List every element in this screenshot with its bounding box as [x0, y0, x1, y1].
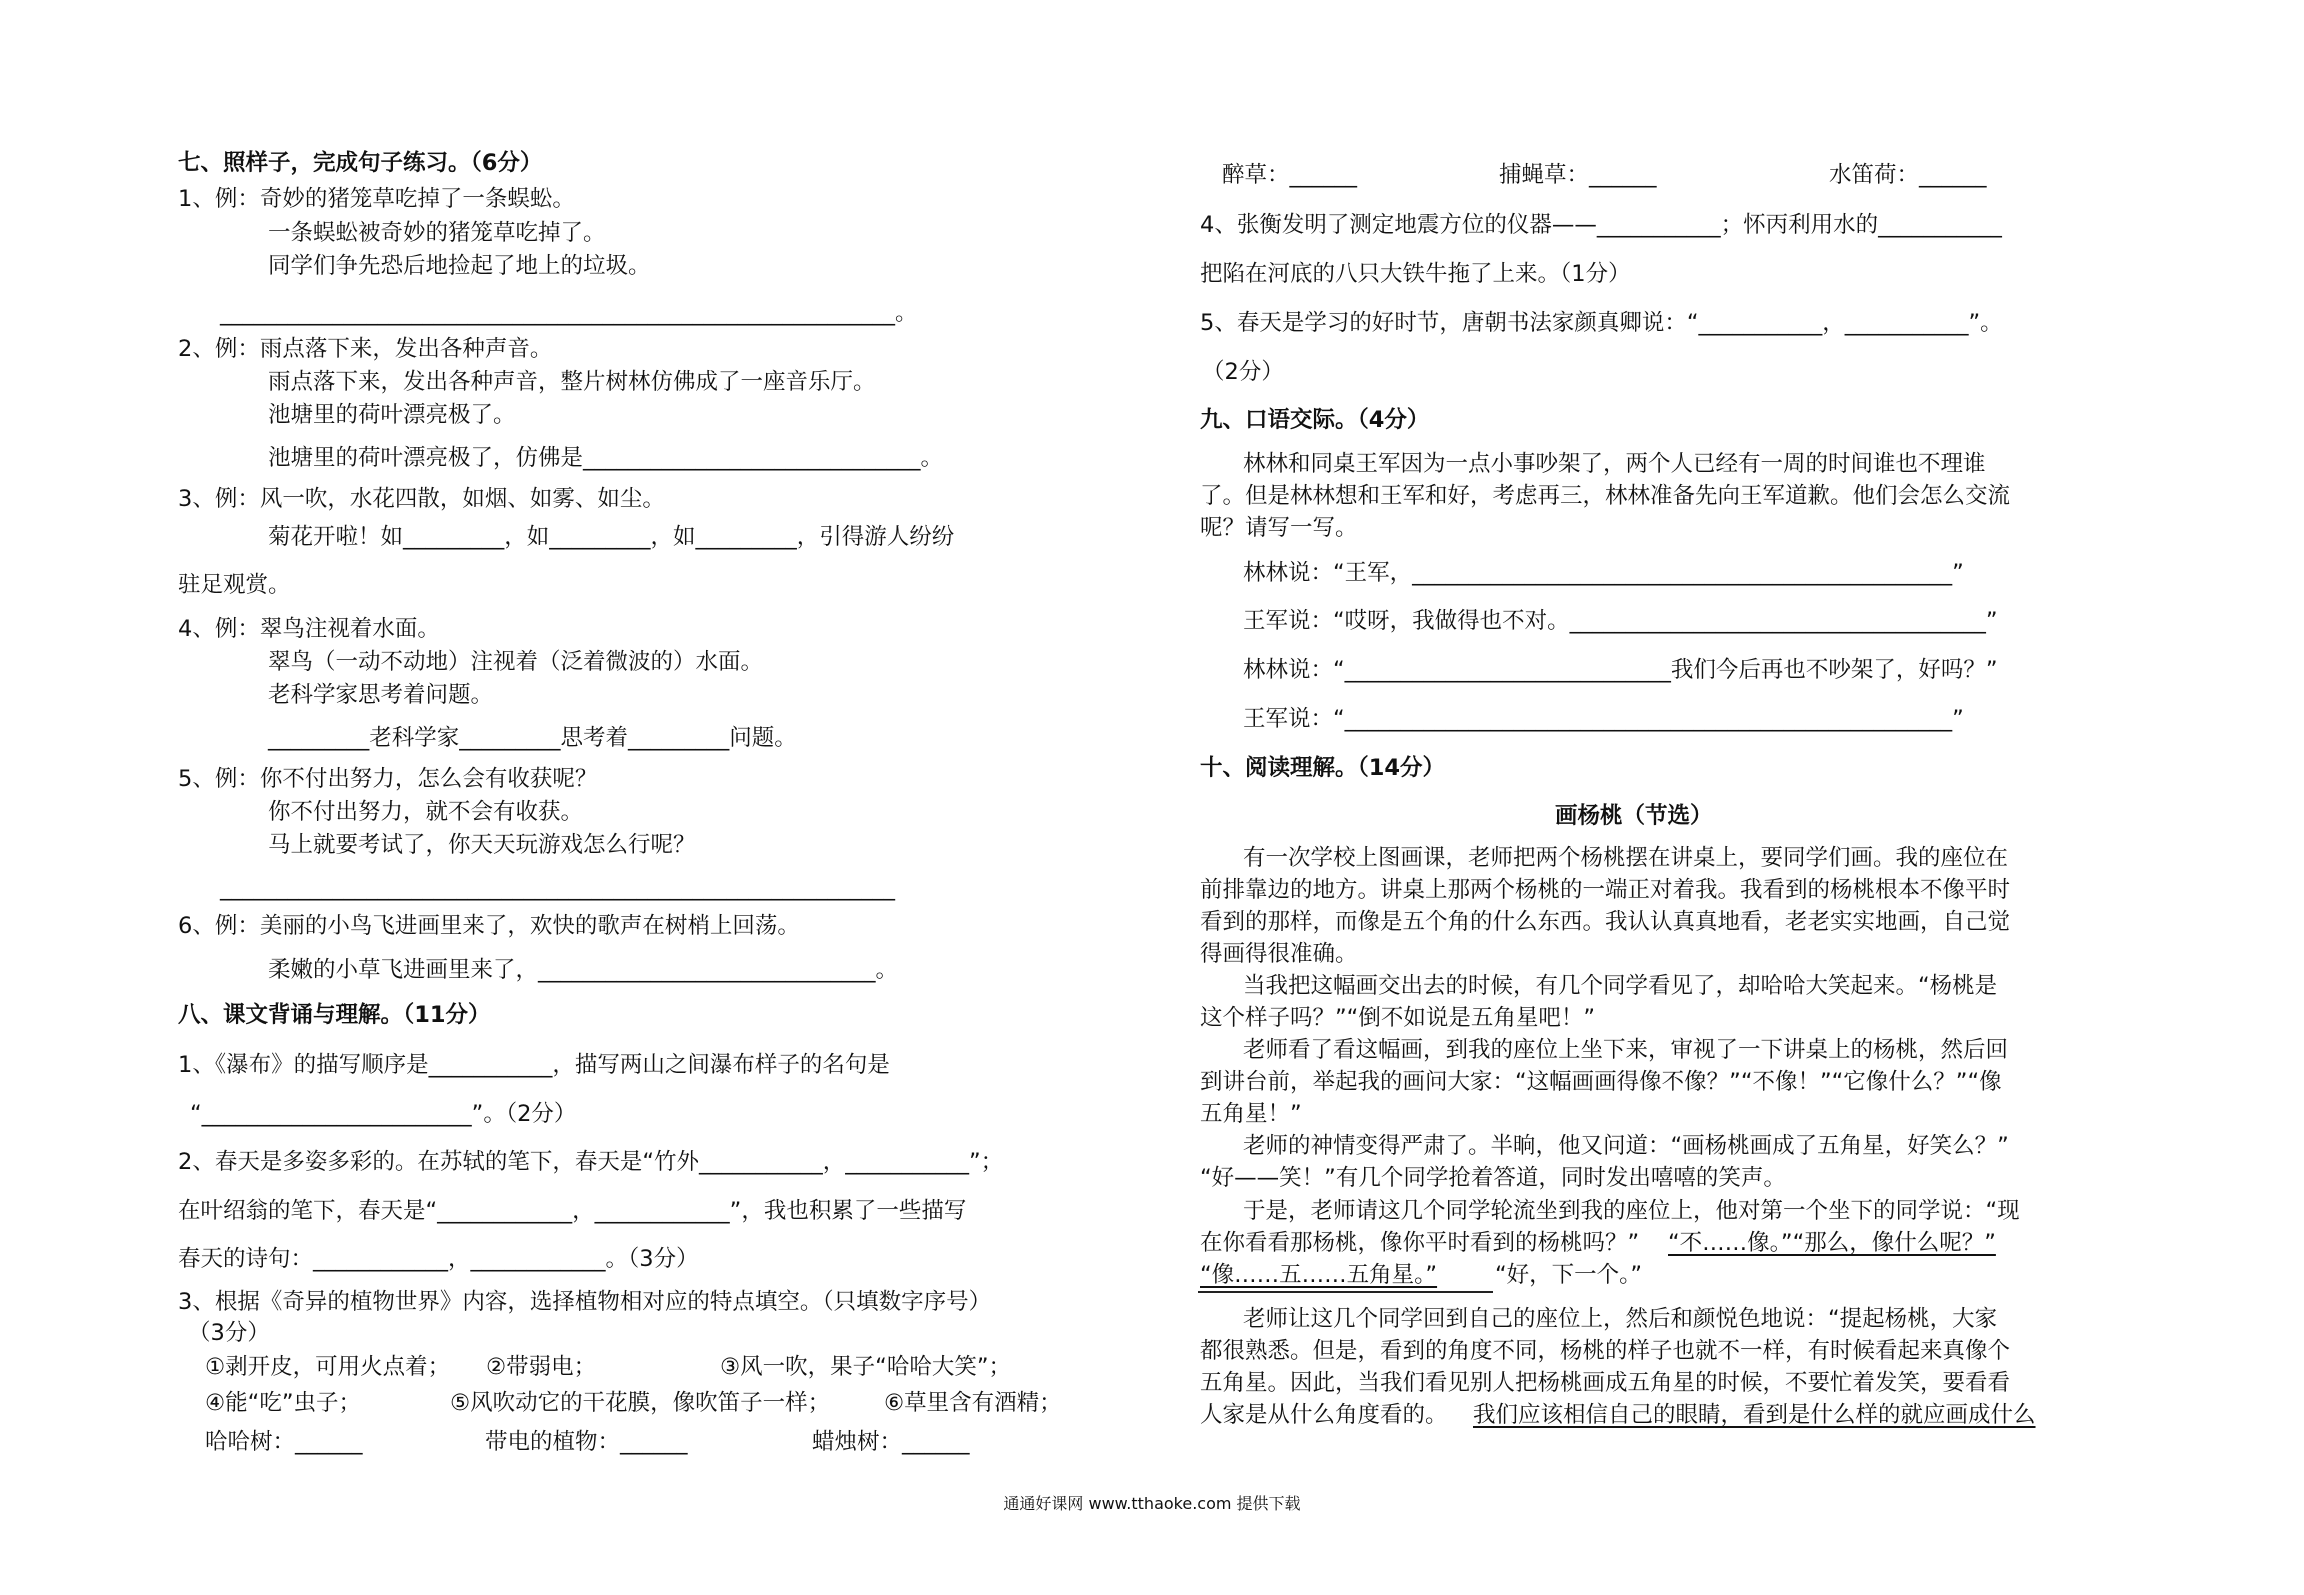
passage-line: 得画得很准确。: [1200, 941, 1358, 967]
q8-fill: 蜡烛树：______: [812, 1429, 970, 1455]
q7-line: 老科学家思考着问题。: [268, 682, 494, 708]
q7-answer-line: ____________________________________________________________。: [220, 300, 918, 326]
q7-line: 同学们争先恐后地捡起了地上的垃圾。: [268, 253, 651, 279]
q8-option: ⑥草里含有酒精；: [884, 1390, 1062, 1416]
q8-line: 5、春天是学习的好时节，唐朝书法家颜真卿说：“___________，___________”。: [1200, 310, 2003, 336]
q8-line: 2、春天是多姿多彩的。在苏轼的笔下，春天是“竹外___________，___________”；: [178, 1149, 1004, 1175]
q8-fill: 带电的植物：______: [485, 1429, 688, 1455]
q7-line: 2、例：雨点落下来，发出各种声音。: [178, 336, 553, 362]
passage-line: 都很熟悉。但是，看到的角度不同，杨桃的样子也就不一样，有时候看起来真像个: [1200, 1338, 2011, 1364]
passage-underlined: “像……五……五角星。”: [1200, 1262, 1438, 1288]
q8-line: 春天的诗句：____________，____________。（3分）: [178, 1246, 699, 1272]
q8-line: 在叶绍翁的笔下，春天是“____________，____________”，我也积累了一些描写: [178, 1198, 967, 1224]
passage-line: 老师让这几个同学回到自己的座位上，然后和颜悦色地说：“提起杨桃，大家: [1243, 1306, 1998, 1332]
q8-line: 4、张衡发明了测定地震方位的仪器——___________；怀丙利用水的___________: [1200, 212, 2002, 238]
passage-line: 有一次学校上图画课，老师把两个杨桃摆在讲桌上，要同学们画。我的座位在: [1243, 845, 2009, 871]
q8-option: ⑤风吹动它的干花膜，像吹笛子一样；: [450, 1390, 831, 1416]
q9-line: 呢？请写一写。: [1200, 515, 1358, 541]
q8-fill: 水笛荷：______: [1829, 162, 1987, 188]
passage-line: 老师看了看这幅画，到我的座位上坐下来，审视了一下讲桌上的杨桃，然后回: [1243, 1037, 2009, 1063]
q7-line: 柔嫩的小草飞进画里来了，______________________________。: [268, 957, 899, 983]
q8-line: 把陷在河底的八只大铁牛拖了上来。（1分）: [1200, 261, 1631, 287]
q9-line: 了。但是林林想和王军和好，考虑再三，林林准备先向王军道歉。他们会怎么交流: [1200, 483, 2011, 509]
q8-line: “________________________”。（2分）: [190, 1101, 577, 1127]
q7-line: 菊花开啦！如_________，如_________，如_________，引得游人纷纷: [268, 524, 955, 550]
q7-line: 6、例：美丽的小鸟飞进画里来了，欢快的歌声在树梢上回荡。: [178, 913, 800, 939]
q8-fill: 捕蝇草：______: [1499, 162, 1657, 188]
passage-line: 这个样子吗？”“倒不如说是五角星吧！”: [1200, 1005, 1595, 1031]
q7-line: 翠鸟（一动不动地）注视着（泛着微波的）水面。: [268, 649, 764, 675]
q7-answer-line: ____________________________________________________________: [220, 875, 895, 901]
q9-dialogue: 林林说：“王军，________________________________________________”: [1243, 560, 1964, 586]
passage-line: 在你看看那杨桃，像你平时看到的杨桃吗？”: [1200, 1230, 1640, 1256]
q9-line: 林林和同桌王军因为一点小事吵架了，两个人已经有一周的时间谁也不理谁: [1243, 451, 1986, 477]
q7-line: 5、例：你不付出努力，怎么会有收获呢？: [178, 766, 598, 792]
passage-line: 五角星！”: [1200, 1101, 1302, 1127]
passage-line: 当我把这幅画交出去的时候，有几个同学看见了，却哈哈大笑起来。“杨桃是: [1243, 973, 1998, 999]
q8-option: ②带弱电；: [486, 1354, 597, 1380]
q10-heading: 十、阅读理解。（14分）: [1200, 755, 1446, 781]
q9-dialogue: 王军说：“哎呀，我做得也不对。_____________________________________”: [1243, 608, 1998, 634]
q8-line: （2分）: [1202, 359, 1284, 385]
q7-line: 1、例：奇妙的猪笼草吃掉了一条蜈蚣。: [178, 186, 575, 212]
q7-heading: 七、照样子，完成句子练习。（6分）: [178, 150, 543, 176]
q9-dialogue: 王军说：“______________________________________________________”: [1243, 706, 1964, 732]
q8-heading: 八、课文背诵与理解。（11分）: [178, 1002, 491, 1028]
passage-underlined: “不……像。”“那么，像什么呢？”: [1668, 1230, 1996, 1256]
passage-line: 人家是从什么角度看的。: [1200, 1402, 1448, 1428]
q8-fill: 醉草：______: [1222, 162, 1358, 188]
q7-line: _________老科学家_________思考着_________问题。: [268, 725, 797, 751]
passage-line: 看到的那样，而像是五个角的什么东西。我认认真真地看，老老实实地画，自己觉: [1200, 909, 2011, 935]
page-footer: 通通好课网 www.tthaoke.com 提供下载: [1003, 1494, 1301, 1513]
passage-line: 老师的神情变得严肃了。半晌，他又问道：“画杨桃画成了五角星，好笑么？”: [1243, 1133, 2009, 1159]
q8-line: （3分）: [188, 1320, 270, 1346]
q8-line: 3、根据《奇异的植物世界》内容，选择植物相对应的特点填空。（只填数字序号）: [178, 1289, 992, 1315]
passage-line: 前排靠边的地方。讲桌上那两个杨桃的一端正对着我。我看到的杨桃根本不像平时: [1200, 877, 2011, 903]
passage-title: 画杨桃（节选）: [1555, 803, 1713, 829]
q8-option: ①剥开皮，可用火点着；: [205, 1354, 451, 1380]
q8-line: 1、《瀑布》的描写顺序是___________，描写两山之间瀑布样子的名句是: [178, 1052, 890, 1078]
q7-line: 3、例：风一吹，水花四散，如烟、如雾、如尘。: [178, 486, 665, 512]
passage-line: “好——笑！”有几个同学抢着答道，同时发出嘻嘻的笑声。: [1200, 1165, 1786, 1191]
q8-fill: 哈哈树：______: [205, 1429, 363, 1455]
q7-line: 驻足观赏。: [178, 572, 291, 598]
underline-rule: [1198, 1291, 1493, 1293]
q8-option: ④能“吃”虫子；: [205, 1390, 361, 1416]
q8-option: ③风一吹，果子“哈哈大笑”；: [720, 1354, 1011, 1380]
passage-line: 五角星。因此，当我们看见别人把杨桃画成五角星的时候，不要忙着发笑，要看看: [1200, 1370, 2011, 1396]
q9-heading: 九、口语交际。（4分）: [1200, 407, 1430, 433]
passage-line: “好，下一个。”: [1495, 1262, 1643, 1288]
passage-line: 于是，老师请这几个同学轮流坐到我的座位上，他对第一个坐下的同学说：“现: [1243, 1198, 2020, 1224]
q7-line: 池塘里的荷叶漂亮极了，仿佛是______________________________。: [268, 445, 944, 471]
passage-line: 到讲台前，举起我的画问大家：“这幅画画得像不像？”“不像！”“它像什么？”“像: [1200, 1069, 2002, 1095]
passage-underlined: 我们应该相信自己的眼睛，看到是什么样的就应画成什么: [1473, 1402, 2036, 1428]
q7-line: 一条蜈蚣被奇妙的猪笼草吃掉了。: [268, 220, 606, 246]
q7-line: 4、例：翠鸟注视着水面。: [178, 616, 440, 642]
q9-dialogue: 林林说：“_____________________________我们今后再也不吵架了，好吗？”: [1243, 657, 1998, 683]
q7-line: 马上就要考试了，你天天玩游戏怎么行呢？: [268, 832, 696, 858]
q7-line: 你不付出努力，就不会有收获。: [268, 799, 584, 825]
q7-line: 池塘里的荷叶漂亮极了。: [268, 402, 516, 428]
q7-line: 雨点落下来，发出各种声音，整片树林仿佛成了一座音乐厅。: [268, 369, 876, 395]
